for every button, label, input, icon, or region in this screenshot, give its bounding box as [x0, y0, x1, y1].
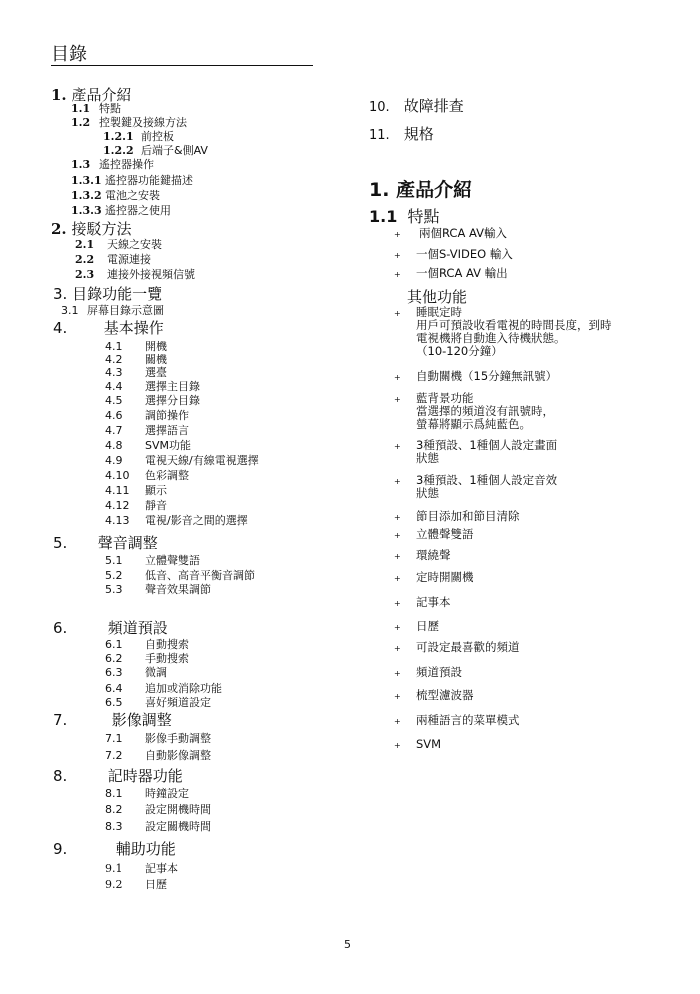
toc-item[interactable]: 1.2.2 后端子&側AV: [103, 144, 208, 157]
feature-item: 一個S-VIDEO 輸入: [416, 247, 513, 261]
feature-item: 藍背景功能: [416, 391, 474, 405]
feature-item: 兩種語言的菜單模式: [416, 713, 520, 727]
toc-item[interactable]: 5.1 立體聲雙語: [105, 554, 200, 567]
feature-detail: 螢幕將顯示爲純藍色。: [416, 417, 531, 431]
section-number: 11.: [369, 128, 390, 143]
toc-item[interactable]: 7.2 自動影像調整: [105, 749, 211, 762]
section-label: 規格: [403, 125, 434, 143]
section-number: 5.: [53, 534, 68, 552]
bullet-icon: +: [394, 477, 401, 486]
feature-item: 節目添加和節目清除: [416, 509, 520, 523]
feature-item: 日歷: [416, 619, 439, 633]
bullet-icon: +: [394, 531, 401, 540]
section-label: 聲音調整: [97, 534, 158, 552]
toc-item[interactable]: 1.2 控製鍵及接線方法: [71, 116, 187, 129]
feature-item: 一個RCA AV 輸出: [416, 266, 508, 280]
toc-item[interactable]: 6.3 微調: [105, 666, 167, 679]
toc-item[interactable]: 6.4 追加或消除功能: [105, 682, 222, 695]
toc-section-4[interactable]: [53, 317, 164, 338]
toc-title: 目錄: [51, 44, 87, 65]
other-features-heading: 其他功能: [407, 288, 468, 306]
section-number: 4.: [53, 319, 68, 337]
toc-item[interactable]: 5.3 聲音效果調節: [105, 583, 211, 596]
bullet-icon: +: [394, 373, 401, 382]
subsection-heading: 1.1 特點: [369, 207, 440, 226]
feature-item: 環繞聲: [416, 548, 451, 562]
toc-item[interactable]: 4.8 SVM功能: [105, 439, 191, 452]
toc-item[interactable]: 1.3.2 電池之安裝: [71, 189, 160, 202]
section-label: 產品介紹: [71, 86, 132, 104]
bullet-icon: +: [394, 692, 401, 701]
feature-item: 記事本: [416, 595, 451, 609]
title-divider: [51, 65, 313, 66]
toc-item[interactable]: 6.2 手動搜索: [105, 652, 189, 665]
toc-item[interactable]: 4.9 電視天線/有線電視選擇: [105, 454, 259, 467]
feature-detail: 用戶可預設收看電視的時間長度，到時: [416, 318, 612, 332]
feature-detail: 當選擇的頻道沒有訊號時，: [416, 404, 554, 418]
section-label: 基本操作: [103, 319, 164, 337]
toc-item[interactable]: 4.10 色彩調整: [105, 469, 189, 482]
toc-section-10[interactable]: [369, 95, 464, 116]
toc-item[interactable]: 8.1 時鐘設定: [105, 787, 189, 800]
section-number: 2.: [51, 220, 67, 238]
toc-item[interactable]: 3.1 屏幕目錄示意圖: [61, 304, 164, 317]
bullet-icon: +: [394, 669, 401, 678]
toc-item[interactable]: 4.6 調節操作: [105, 409, 189, 422]
toc-section-5[interactable]: [53, 532, 158, 553]
section-label: 目錄功能一覽: [72, 285, 163, 303]
section-heading: 1. 產品介紹: [369, 179, 473, 201]
toc-item[interactable]: 4.1 開機: [105, 340, 167, 353]
toc-section-6[interactable]: [53, 617, 168, 638]
feature-item: 3種預設、1種個人設定畫面: [416, 438, 558, 452]
toc-item[interactable]: 1.3.1 遙控器功能鍵描述: [71, 174, 193, 187]
toc-item[interactable]: 2.1 天線之安裝: [75, 238, 162, 251]
section-number: 8.: [53, 767, 68, 785]
feature-detail: 狀態: [416, 486, 439, 500]
feature-detail: 狀態: [416, 451, 439, 465]
feature-item: 定時開關機: [416, 570, 474, 584]
bullet-icon: +: [394, 717, 401, 726]
toc-item[interactable]: 5.2 低音、高音平衡音調節: [105, 569, 255, 582]
bullet-icon: +: [394, 395, 401, 404]
section-label: 接駁方法: [71, 220, 132, 238]
feature-item: 3種預設、1種個人設定音效: [416, 473, 558, 487]
toc-item[interactable]: 1.1 特點: [71, 102, 121, 115]
toc-item[interactable]: 4.4 選擇主目錄: [105, 380, 200, 393]
feature-item: SVM: [416, 737, 442, 751]
toc-section-3[interactable]: [53, 283, 162, 304]
toc-item[interactable]: 9.1 記事本: [105, 862, 178, 875]
toc-section-8[interactable]: [53, 765, 183, 786]
bullet-icon: +: [394, 442, 401, 451]
toc-item[interactable]: 4.3 選臺: [105, 366, 167, 379]
toc-section-11[interactable]: [369, 123, 434, 144]
feature-item: 立體聲雙語: [416, 527, 474, 541]
toc-item[interactable]: 7.1 影像手動調整: [105, 732, 211, 745]
bullet-icon: +: [394, 552, 401, 561]
toc-item[interactable]: 8.2 設定開機時間: [105, 803, 211, 816]
bullet-icon: +: [394, 644, 401, 653]
bullet-icon: +: [394, 230, 401, 239]
bullet-icon: +: [394, 513, 401, 522]
bullet-icon: +: [394, 574, 401, 583]
bullet-icon: +: [394, 309, 401, 318]
feature-item: 頻道預設: [416, 665, 462, 679]
toc-item[interactable]: 4.12 靜音: [105, 499, 167, 512]
section-number: 1.: [51, 86, 67, 104]
toc-item[interactable]: 4.2 關機: [105, 353, 167, 366]
toc-item[interactable]: 1.3.3 遙控器之使用: [71, 204, 171, 217]
page-number: 5: [344, 938, 351, 951]
feature-detail: （10-120分鐘）: [416, 344, 503, 358]
feature-item: 梳型濾波器: [416, 688, 474, 702]
section-label: 故障排查: [403, 97, 464, 115]
toc-item[interactable]: 2.2 電源連接: [75, 253, 151, 266]
feature-item: 睡眠定時: [416, 305, 462, 319]
section-number: 9.: [53, 840, 68, 858]
toc-item[interactable]: 6.5 喜好頻道設定: [105, 696, 211, 709]
section-number: 7.: [53, 711, 68, 729]
feature-item: 可設定最喜歡的頻道: [416, 640, 520, 654]
section-number: 6.: [53, 619, 68, 637]
bullet-icon: +: [394, 741, 401, 750]
toc-item[interactable]: 4.11 顯示: [105, 484, 167, 497]
bullet-icon: +: [394, 599, 401, 608]
section-label: 影像調整: [111, 711, 172, 729]
feature-item: 自動關機（15分鐘無訊號）: [416, 369, 558, 383]
section-label: 記時器功能: [107, 767, 183, 785]
section-label: 頻道預設: [107, 619, 168, 637]
section-number: 3.: [53, 285, 68, 303]
bullet-icon: +: [394, 270, 401, 279]
section-number: 10.: [369, 100, 390, 115]
section-label: 輔助功能: [115, 840, 176, 858]
toc-item[interactable]: 8.3 設定關機時間: [105, 820, 211, 833]
feature-detail: 電視機將自動進入待機狀態。: [416, 331, 566, 345]
feature-item: 兩個RCA AV輸入: [419, 226, 507, 240]
toc-item[interactable]: 4.13 電視/影音之間的選擇: [105, 514, 248, 527]
toc-item[interactable]: 1.2.1 前控板: [103, 130, 174, 143]
toc-item[interactable]: 2.3 連接外接視頻信號: [75, 268, 195, 281]
toc-item[interactable]: 1.3 遙控器操作: [71, 158, 154, 171]
toc-section-7[interactable]: [53, 709, 172, 730]
toc-item[interactable]: 9.2 日歷: [105, 878, 167, 891]
toc-item[interactable]: 6.1 自動搜索: [105, 638, 189, 651]
bullet-icon: +: [394, 251, 401, 260]
toc-item[interactable]: 4.5 選擇分目錄: [105, 394, 200, 407]
toc-item[interactable]: 4.7 選擇語言: [105, 424, 189, 437]
toc-section-9[interactable]: [53, 838, 176, 859]
bullet-icon: +: [394, 623, 401, 632]
